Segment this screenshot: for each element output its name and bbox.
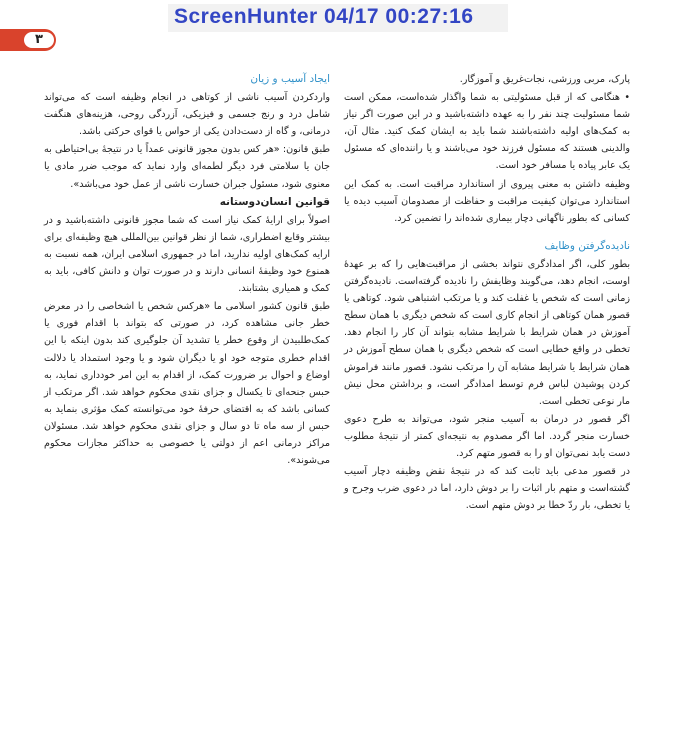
section-title-neglect-duties: نادیده‌گرفتن وظایف <box>544 239 630 252</box>
paragraph: وظیفه داشتن به معنی پیروی از استاندارد مراقبت است. به کمک این استاندارد می‌توان کیفیت مراقبت و حفاظت از مصدومان آسیب دیده یا کسانی که بطور ناگهانی دچار بیماری شده‌اند را تضمین کرد. <box>344 178 630 224</box>
paragraph: طبق قانون: «هر کس بدون مجوز قانونی عمداً یا در نتیجهٔ بی‌احتیاطی به جان یا سلامتی فرد دیگر لطمه‌ای وارد نماید که موجب ضرر مادی یا معنوی شود، مسئول جبران خسارت ناشی از عمل خود می‌باشد». <box>44 144 330 190</box>
left-column <box>44 71 330 470</box>
right-column <box>344 71 630 515</box>
paragraph: واردکردن آسیب ناشی از کوتاهی در انجام وظیفه است که می‌تواند شامل درد و رنج جسمی و فیزیکی، آزردگی روحی، هزینه‌های هنگفت درمانی، و گاه از دست‌دادن یکی از حواس یا قوای حرکتی باشد. <box>44 92 330 138</box>
page-number: ۳ <box>24 32 54 48</box>
paragraph: اصولاً برای ارایهٔ کمک نیاز است که شما مجوز قانونی داشته‌باشید و در بیشتر وقایع اضطراری، شما از نظر قوانین بین‌المللی هیچ وظیفه‌ای برای ارایه کمک‌های اولیه ندارید، اما در جمهوری اسلامی ایران، همه نسبت به همنوع خود وظیفهٔ انسانی دارند و در صورت توان و دانش کافی، باید به کمک و همیاری بشتابند. <box>44 214 330 295</box>
paragraph: پارک، مربی ورزشی، نجات‌غریق و آموزگار. <box>459 74 630 85</box>
page-number-tab <box>0 29 56 51</box>
paragraph: در قصور مدعی باید ثابت کند که در نتیجهٔ نقض وظیفه دچار آسیب گشته‌است و متهم بار اثبات را بر دوش دارد، اما در دعوی ضرب وجرح و یا تخطی، بار ردّ خطا بر دوش متهم است. <box>344 466 630 512</box>
section-title-humanitarian-laws: قوانین انسان‌دوستانه <box>219 195 330 208</box>
screenshot-watermark-text: ScreenHunter 04/17 00:27:16 <box>174 5 474 28</box>
section-title-harm-damage: ایجاد آسیب و زیان <box>250 73 330 85</box>
paragraph: بطور کلی، اگر امدادگری نتواند بخشی از مراقبت‌هایی را که بر عهدهٔ اوست، انجام دهد، می‌گویند وظایفش را نادیده گرفته‌است. نادیده‌گرفتن زمانی است که شخص یا غفلت کند و یا مرتکب اشتباهی شود. کوتاهی یا قصور همان کوتاهی از انجام کاری است که شخص دیگری با همان سطح آموزش در همان شرایط با شرایط مشابه بتواند آن کار را انجام دهد. تخطی در واقع خطایی است که شخص دیگری با همان سطح آموزش در همان شرایط یا شرایط مشابه آن را مرتکب نشود. قصور مانند فراموش کردن پوشیدن لباس فرم توسط امدادگر است، و برداشتن محل نیش مار نوعی تخطی است. <box>344 258 630 407</box>
paragraph: • هنگامی که از قبل مسئولیتی به شما واگذار شده‌است، ممکن است شما مسئولیت چند نفر را به عهده داشته‌باشید و در این صورت اگر نیاز به کمک‌های اولیه داشته‌باشند شما باید به ایشان کمک کنید. مثال آن، والدینی هستند که مسئول فرزند خود می‌باشند و یا راننده‌ای که مسئول یک عابر پیاده یا مسافر خود است. <box>344 92 630 172</box>
paragraph: اگر قصور در درمان به آسیب منجر شود، می‌تواند به طرح دعوی خسارت منجر گردد. اما اگر مصدوم به نتیجه‌ای کمتر از نتیجهٔ مطلوب دست یابد نمی‌توان او را به قصور متهم کرد. <box>344 413 630 459</box>
paragraph: طبق قانون کشور اسلامی ما «هرکس شخص یا اشخاصی را در معرض خطر جانی مشاهده کرد، در صورتی که بتواند با اقدام فوری یا کمک‌طلبیدن از وقوع خطر یا تشدید آن جلوگیری کند بدون اینکه با این اقدام خطری متوجه خود او یا دیگران شود و یا وجود استمداد یا دلالت اوضاع و احوال بر ضرورت کمک، از اقدام به این امر خودداری نماید، به حبس جنحه‌ای تا یکسال و جزای نقدی محکوم خواهد شد. اگر مرتکب از کسانی باشد که به اقتضای حرفهٔ خود می‌توانسته کمک مؤثری بنماید به حبس از سه ماه تا دو سال و جزای نقدی محکوم خواهد شد. مسئولان مراکز درمانی اعم از دولتی یا خصوصی به حداکثر مجازات محکوم می‌شوند». <box>44 301 330 467</box>
